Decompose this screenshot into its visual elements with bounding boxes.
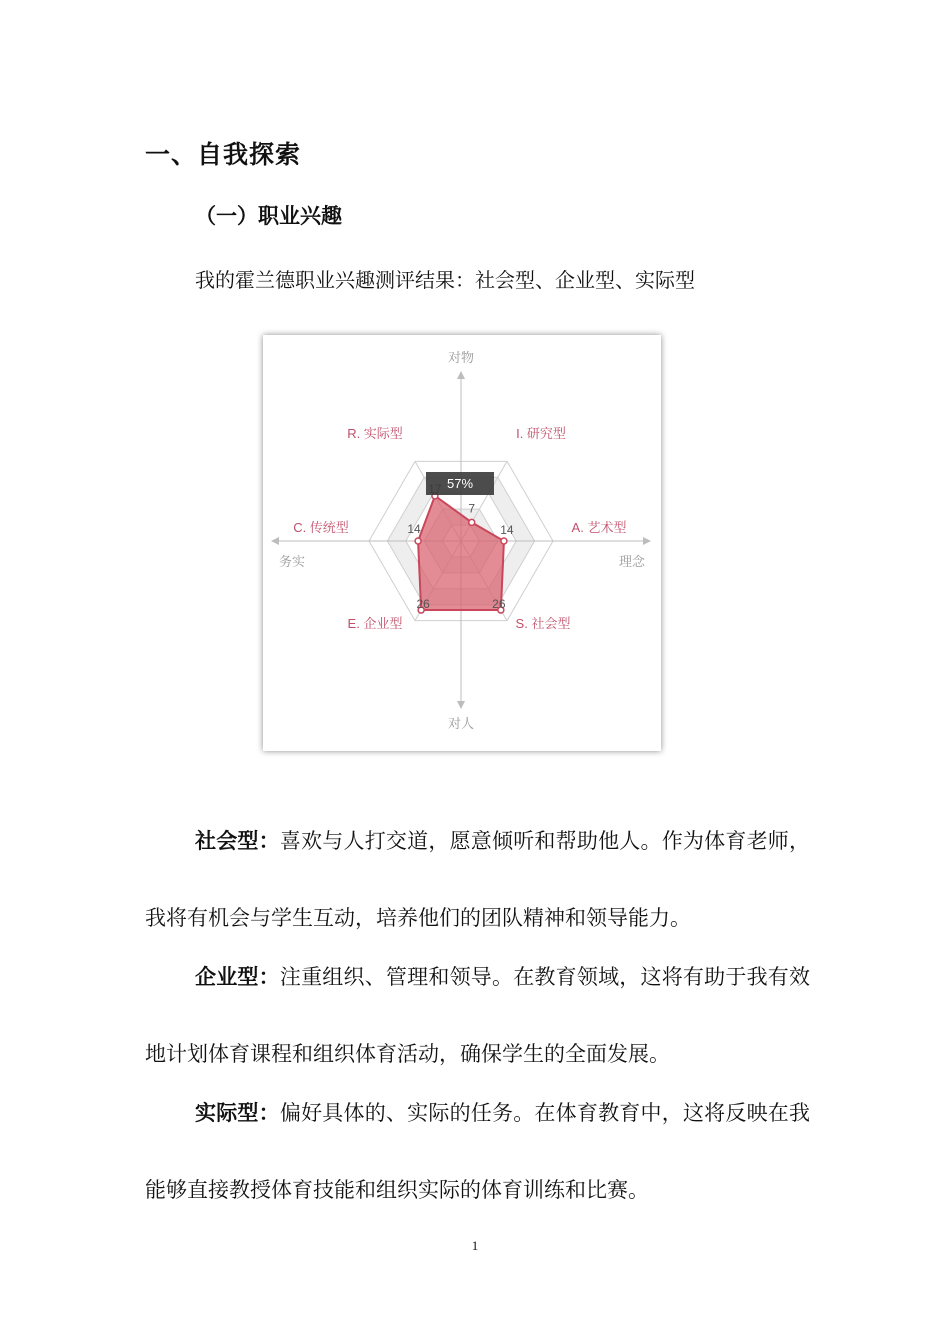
axis-label-bottom: 对人 — [447, 716, 475, 731]
data-point — [415, 538, 421, 544]
paragraph-social — [145, 803, 810, 957]
category-label: A. 艺术型 — [571, 520, 627, 535]
paragraph-text: 注重组织、管理和领导。在教育领域，这将有助于我有效地计划体育课程和组织体育活动，确保学生的全面发展。 — [145, 965, 810, 1066]
data-point — [501, 538, 507, 544]
paragraph-lead: 实际型： — [195, 1101, 280, 1125]
axis-arrow-up — [457, 371, 465, 379]
paragraph-realistic — [145, 1075, 810, 1229]
page-number: 1 — [471, 1238, 479, 1253]
category-label: C. 传统型 — [293, 520, 349, 535]
paragraph-lead: 社会型： — [195, 829, 280, 853]
category-label: S. 社会型 — [515, 616, 571, 631]
data-value-label: 7 — [468, 501, 476, 516]
axis-label-right: 理念 — [618, 554, 646, 569]
axis-arrow-left — [271, 537, 279, 545]
category-label: I. 研究型 — [516, 426, 566, 441]
data-value-label: 14 — [407, 522, 421, 536]
tooltip-text: 57% — [446, 476, 474, 491]
data-value-label: 26 — [492, 597, 506, 612]
result-summary: 我的霍兰德职业兴趣测评结果：社会型、企业型、实际型 — [195, 268, 695, 292]
data-value-label: 26 — [416, 597, 430, 612]
axis-label-top: 对物 — [447, 350, 475, 365]
category-label: R. 实际型 — [347, 426, 403, 441]
paragraph-lead: 企业型： — [195, 965, 280, 989]
section-heading: 一、自我探索 — [145, 140, 302, 169]
paragraph-text: 喜欢与人打交道，愿意倾听和帮助他人。作为体育老师，我将有机会与学生互动，培养他们的团队精神和领导能力。 — [145, 829, 810, 930]
category-label: E. 企业型 — [347, 616, 403, 631]
subsection-heading: （一）职业兴趣 — [195, 204, 342, 228]
axis-arrow-down — [457, 701, 465, 709]
radar-svg — [263, 335, 661, 751]
axis-arrow-right — [643, 537, 651, 545]
paragraph-text: 偏好具体的、实际的任务。在体育教育中，这将反映在我能够直接教授体育技能和组织实际的体育训练和比赛。 — [145, 1101, 810, 1202]
paragraph-enterprising — [145, 939, 810, 1093]
holland-radar-chart — [263, 335, 661, 751]
data-point — [469, 519, 475, 525]
axis-label-left: 务实 — [278, 554, 306, 569]
data-value-label: 14 — [500, 523, 514, 537]
